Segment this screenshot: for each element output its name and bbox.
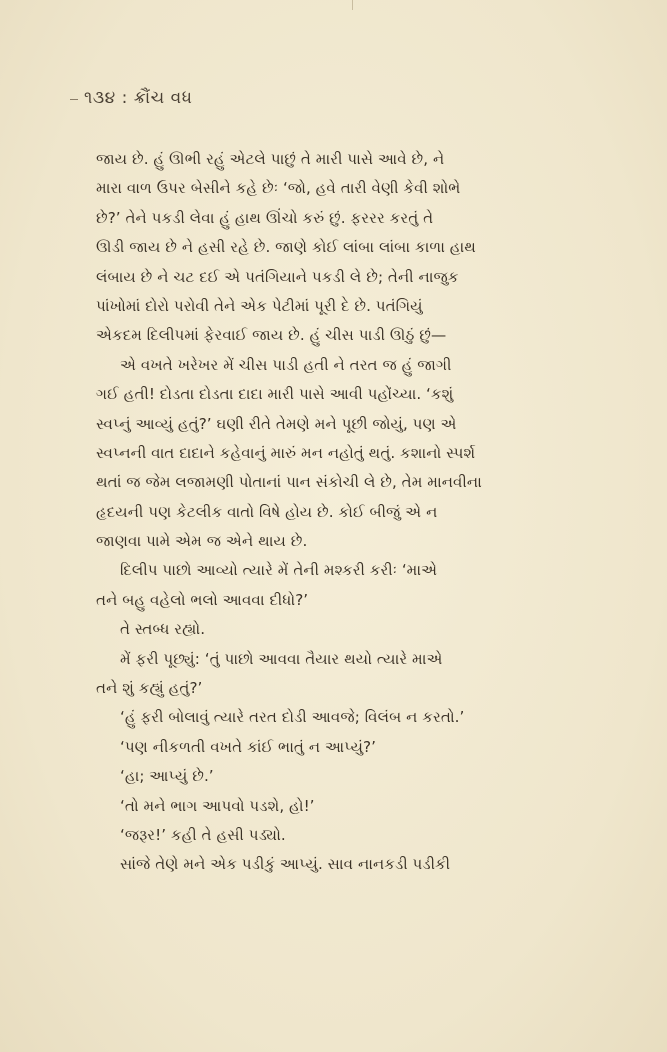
text-line: ઊડી જાય છે ને હસી રહે છે. જાણે કોઈ લાંબા લાંબા કાળા હાથ xyxy=(96,238,476,257)
text-line: મારા વાળ ઉપર બેસીને કહે છેઃ ‘જો, હવે તારી વેણી કેવી શોભે xyxy=(96,179,461,198)
text-line: પાંખોમાં દોરો પરોવી તેને એક પેટીમાં પૂરી દે છે. પતંગિયું xyxy=(96,296,423,315)
dialogue-line: ‘પણ નીકળતી વખતે કાંઈ ભાતું ન આપ્યું?’ xyxy=(120,737,376,756)
dialogue-line: ‘હું ફરી બોલાવું ત્યારે તરત દોડી આવજે; વિલંબ ન કરતો.’ xyxy=(120,708,465,727)
text-line: લંબાય છે ને ચટ દઈ એ પતંગિયાને પકડી લે છે; તેની નાજુક xyxy=(96,267,459,286)
text-line: સ્વપ્નની વાત દાદાને કહેવાનું મારું મન નહોતું થતું. કશાનો સ્પર્શ xyxy=(96,443,476,462)
text-line: જાય છે. હું ઊભી રહું એટલે પાછું તે મારી પાસે આવે છે, ને xyxy=(96,150,445,168)
dialogue-line: ‘જરૂર!’ કહી તે હસી પડ્યો. xyxy=(120,825,286,844)
paragraph-start-line: દિલીપ પાછો આવ્યો ત્યારે મેં તેની મશ્કરી કરીઃ ‘માએ xyxy=(120,561,438,580)
text-line: થતાં જ જેમ લજામણી પોતાનાં પાન સંકોચી લે છે, તેમ માનવીના xyxy=(96,473,482,492)
dialogue-line: ‘તો મને ભાગ આપવો પડશે, હો!’ xyxy=(120,796,315,815)
book-title: ક્રૌંચ વધ xyxy=(133,88,193,108)
paragraph-start-line: એ વખતે ખરેખર મેં ચીસ પાડી હતી ને તરત જ હું જાગી xyxy=(120,355,452,374)
text-line: છે?’ તેને પકડી લેવા હું હાથ ઊંચો કરું છું. ફરરર કરતું તે xyxy=(96,208,434,227)
running-header xyxy=(84,88,192,108)
text-line: જાણવા પામે એમ જ એને થાય છે. xyxy=(96,532,308,551)
text-line: સ્વપ્નું આવ્યું હતું?’ ઘણી રીતે તેમણે મને પૂછી જોયું, પણ એ xyxy=(96,414,457,433)
page-crease-mark xyxy=(352,0,353,10)
header-dash-mark xyxy=(70,99,78,100)
text-line: હૃદયની પણ કેટલીક વાતો વિષે હોય છે. કોઈ બીજું એ ન xyxy=(96,502,438,521)
paragraph-start-line: તે સ્તબ્ધ રહ્યો. xyxy=(120,620,206,639)
paragraph-start-line: મેં ફરી પૂછ્યું: ‘તું પાછો આવવા તૈયાર થયો ત્યારે માએ xyxy=(120,649,443,668)
text-line: તને શું કહ્યું હતું?’ xyxy=(96,679,203,698)
text-line: તને બહુ વહેલો ભલો આવવા દીધો?’ xyxy=(96,590,309,609)
text-line: એકદમ દિલીપમાં ફેરવાઈ જાય છે. હું ચીસ પાડી ઊઠું છું— xyxy=(96,326,447,345)
paragraph-start-line: સાંજે તેણે મને એક પડીકું આપ્યું. સાવ નાનકડી પડીકી xyxy=(120,855,451,874)
text-line: ગઈ હતી! દોડતા દોડતા દાદા મારી પાસે આવી પહોંચ્યા. ‘કશું xyxy=(96,385,454,404)
body-text xyxy=(96,145,574,880)
dialogue-line: ‘હા; આપ્યું છે.’ xyxy=(120,767,214,786)
header-separator: : xyxy=(121,88,128,108)
page-number: ૧૩૪ xyxy=(84,88,116,108)
